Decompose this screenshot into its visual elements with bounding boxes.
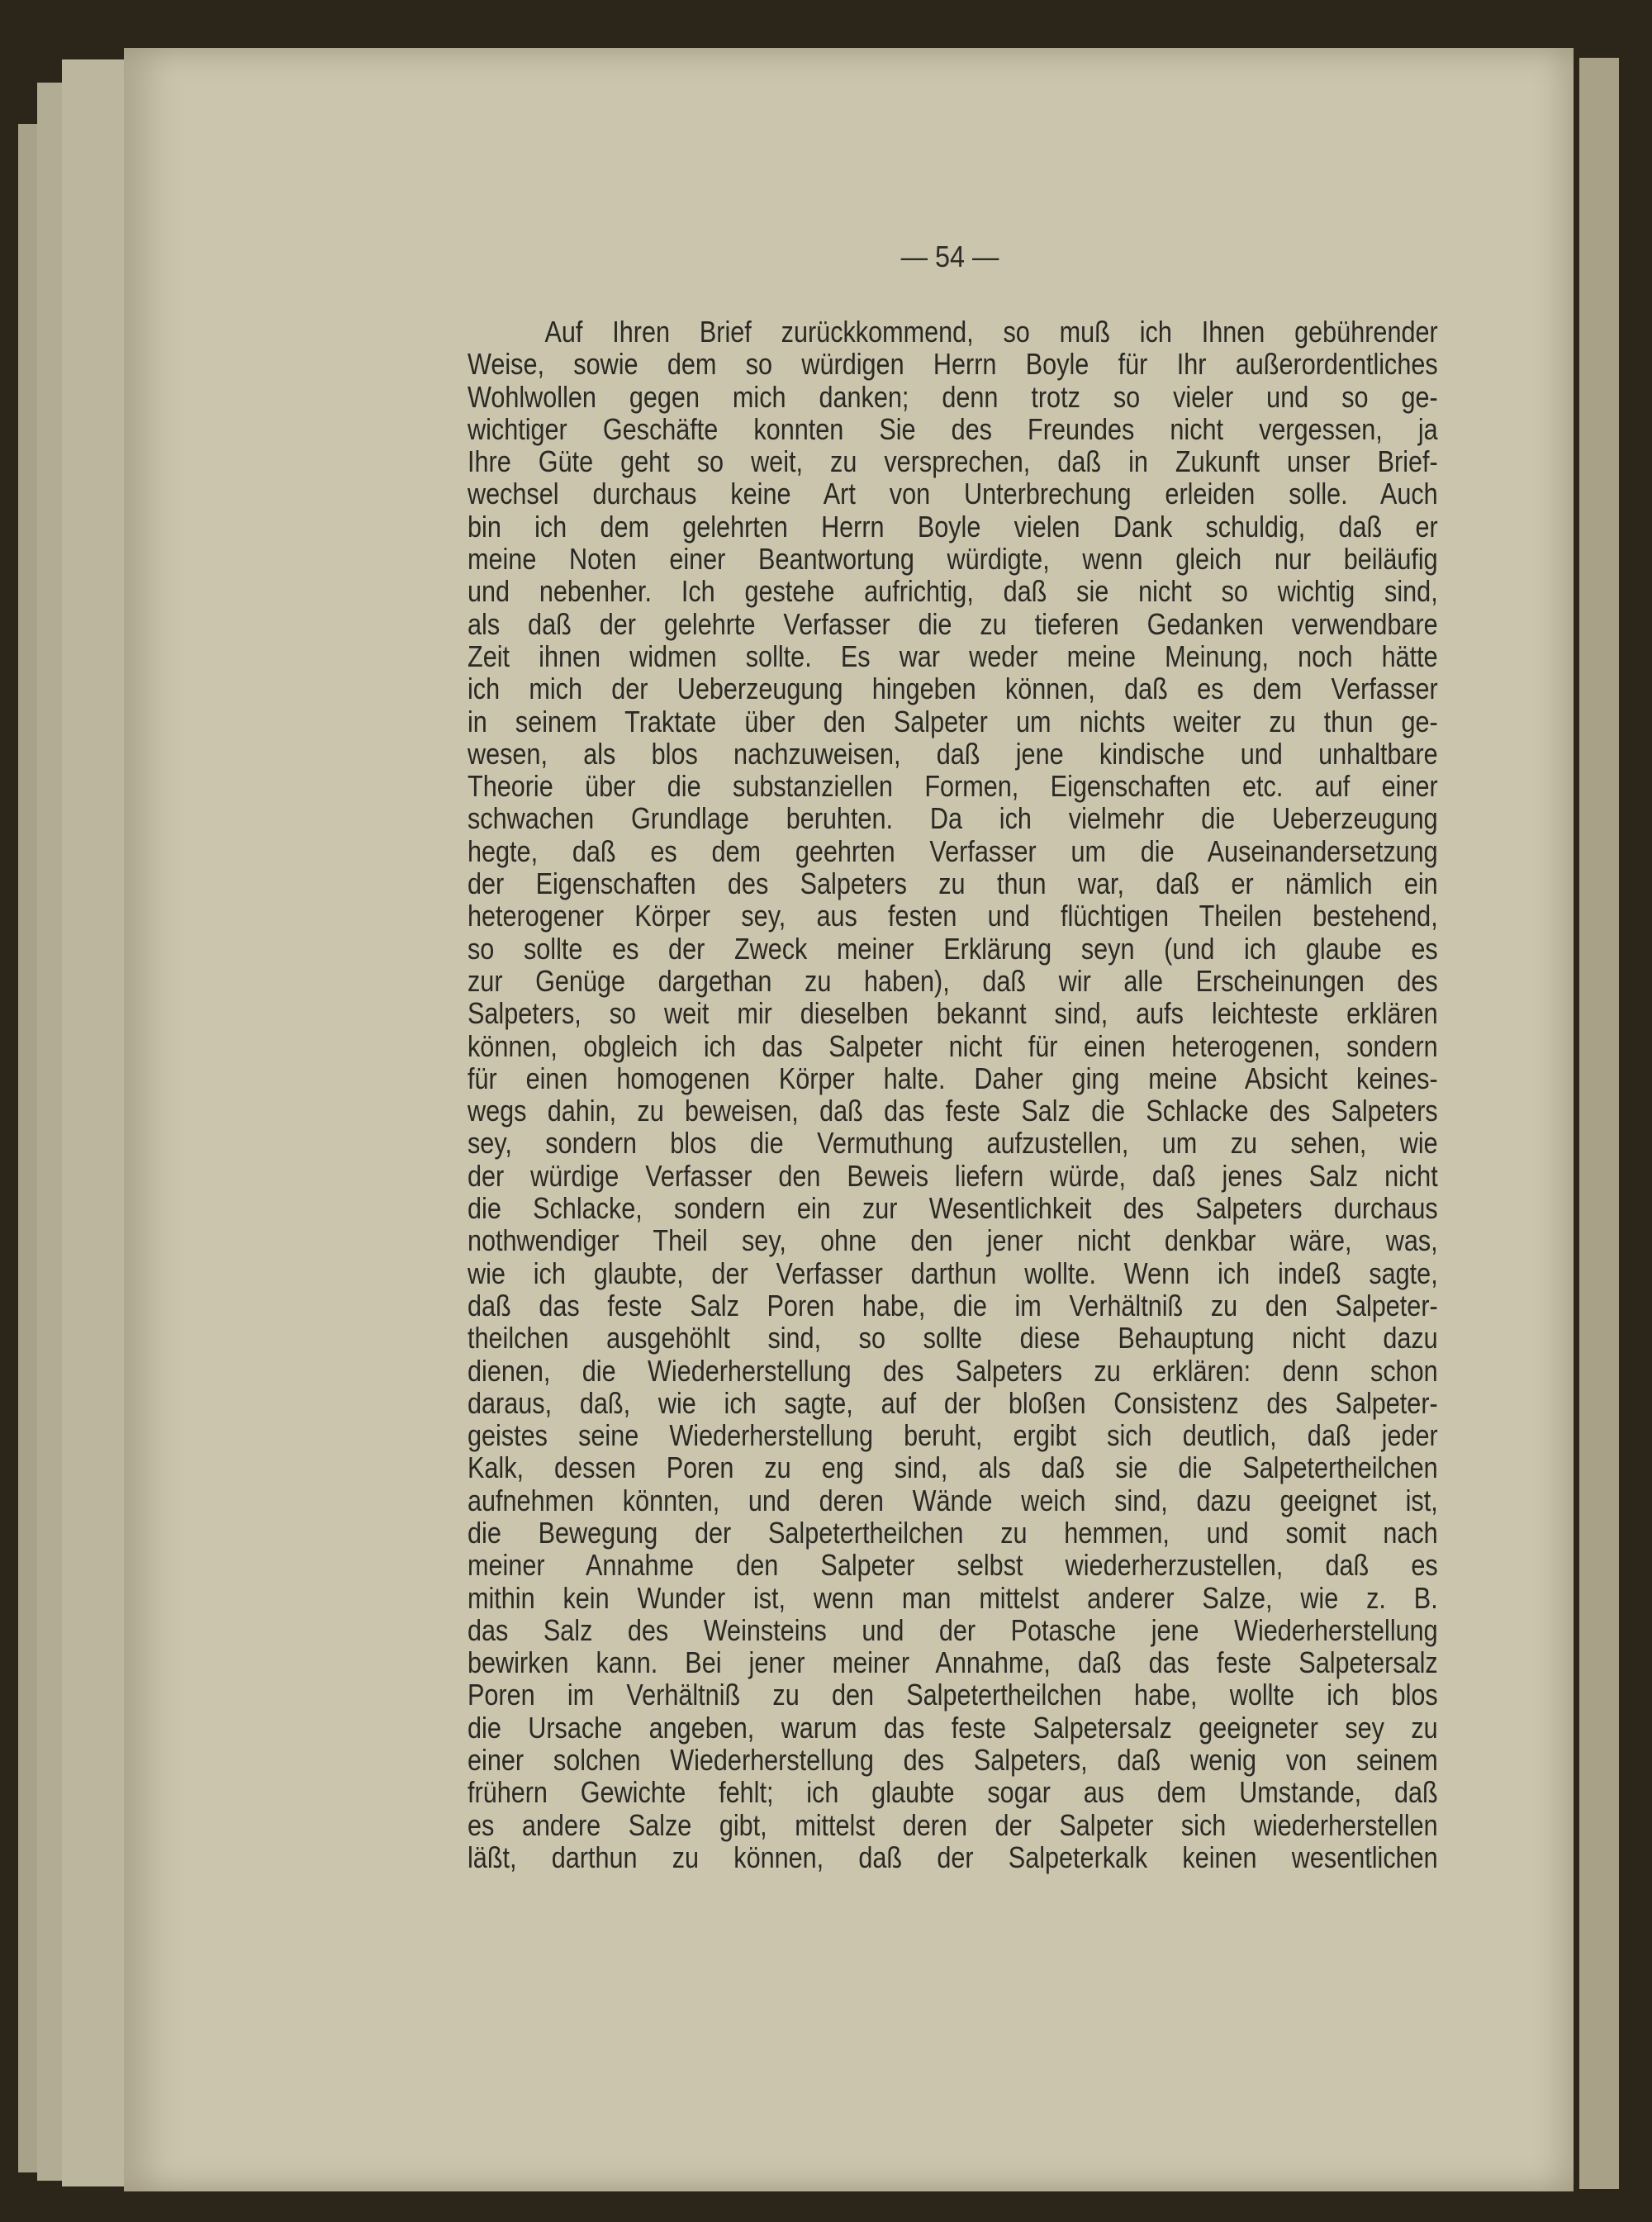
- text-line: zur Genüge dargethan zu haben), daß wir alle Erscheinungen des: [468, 963, 1438, 998]
- text-line: die Ursache angeben, warum das feste Salpetersalz geeigneter sey zu: [468, 1710, 1438, 1745]
- text-line: daraus, daß, wie ich sagte, auf der bloßen Consistenz des Salpeter-: [468, 1385, 1438, 1420]
- text-line: für einen homogenen Körper halte. Daher ging meine Absicht keines-: [468, 1061, 1438, 1095]
- text-line: hegte, daß es dem geehrten Verfasser um die Auseinandersetzung: [468, 833, 1438, 868]
- body-text: [468, 316, 1438, 1873]
- text-line: Weise, sowie dem so würdigen Herrn Boyle für Ihr außerordentliches: [468, 347, 1438, 382]
- text-line: als daß der gelehrte Verfasser die zu tieferen Gedanken verwendbare: [468, 606, 1438, 641]
- text-line: wechsel durchaus keine Art von Unterbrechung erleiden solle. Auch: [468, 477, 1438, 511]
- text-line: der würdige Verfasser den Beweis liefern würde, daß jenes Salz nicht: [468, 1158, 1438, 1193]
- text-line: schwachen Grundlage beruhten. Da ich vielmehr die Ueberzeugung: [468, 801, 1438, 836]
- text-line: meiner Annahme den Salpeter selbst wiederherzustellen, daß es: [468, 1548, 1438, 1583]
- page-number: — 54 —: [900, 240, 999, 273]
- text-line: wichtiger Geschäfte konnten Sie des Freundes nicht vergessen, ja: [468, 411, 1438, 446]
- text-line: mithin kein Wunder ist, wenn man mittelst anderer Salze, wie z. B.: [468, 1580, 1438, 1615]
- text-line: Salpeters, so weit mir dieselben bekannt sind, aufs leichteste erklären: [468, 996, 1438, 1031]
- text-line: können, obgleich ich das Salpeter nicht für einen heterogenen, sondern: [468, 1028, 1438, 1063]
- text-line: läßt, darthun zu können, daß der Salpeterkalk keinen wesentlichen: [468, 1840, 1438, 1874]
- text-line: dienen, die Wiederherstellung des Salpeters zu erklären: denn schon: [468, 1353, 1438, 1388]
- text-line: Kalk, dessen Poren zu eng sind, als daß sie die Salpetertheilchen: [468, 1450, 1438, 1485]
- text-line: Theorie über die substanziellen Formen, Eigenschaften etc. auf einer: [468, 769, 1438, 804]
- text-line: meine Noten einer Beantwortung würdigte, wenn gleich nur beiläufig: [468, 542, 1438, 577]
- text-line: daß das feste Salz Poren habe, die im Verhältniß zu den Salpeter-: [468, 1288, 1438, 1322]
- text-line: nothwendiger Theil sey, ohne den jener nicht denkbar wäre, was,: [468, 1223, 1438, 1258]
- text-line: ich mich der Ueberzeugung hingeben können, daß es dem Verfasser: [468, 672, 1438, 706]
- text-line: und nebenher. Ich gestehe aufrichtig, daß sie nicht so wichtig sind,: [468, 574, 1438, 609]
- text-line: frühern Gewichte fehlt; ich glaubte sogar aus dem Umstande, daß: [468, 1775, 1438, 1810]
- text-line: Poren im Verhältniß zu den Salpetertheilchen habe, wollte ich blos: [468, 1678, 1438, 1712]
- facing-page-edge: [1579, 58, 1619, 2189]
- text-line: einer solchen Wiederherstellung des Salpeters, daß wenig von seinem: [468, 1743, 1438, 1778]
- text-line: sey, sondern blos die Vermuthung aufzustellen, um zu sehen, wie: [468, 1126, 1438, 1161]
- text-line: geistes seine Wiederherstellung beruht, ergibt sich deutlich, daß jeder: [468, 1418, 1438, 1453]
- text-line: der Eigenschaften des Salpeters zu thun war, daß er nämlich ein: [468, 866, 1438, 901]
- text-line: heterogener Körper sey, aus festen und flüchtigen Theilen bestehend,: [468, 899, 1438, 933]
- text-line: die Bewegung der Salpetertheilchen zu hemmen, und somit nach: [468, 1515, 1438, 1550]
- text-line: so sollte es der Zweck meiner Erklärung seyn (und ich glaube es: [468, 931, 1438, 966]
- text-line: in seinem Traktate über den Salpeter um nichts weiter zu thun ge-: [468, 704, 1438, 738]
- text-line: theilchen ausgehöhlt sind, so sollte diese Behauptung nicht dazu: [468, 1321, 1438, 1356]
- text-line: bin ich dem gelehrten Herrn Boyle vielen Dank schuldig, daß er: [468, 509, 1438, 544]
- text-line: Wohlwollen gegen mich danken; denn trotz so vieler und so ge-: [468, 379, 1438, 414]
- text-line: Ihre Güte geht so weit, zu versprechen, daß in Zukunft unser Brief-: [468, 444, 1438, 479]
- text-line: die Schlacke, sondern ein zur Wesentlichkeit des Salpeters durchaus: [468, 1191, 1438, 1226]
- text-line: bewirken kann. Bei jener meiner Annahme, daß das feste Salpetersalz: [468, 1645, 1438, 1680]
- text-line: das Salz des Weinsteins und der Potasche jene Wiederherstellung: [468, 1612, 1438, 1647]
- text-line: wie ich glaubte, der Verfasser darthun wollte. Wenn ich indeß sagte,: [468, 1256, 1438, 1290]
- text-line: Auf Ihren Brief zurückkommend, so muß ich Ihnen gebührender: [544, 315, 1438, 349]
- text-line: aufnehmen könnten, und deren Wände weich sind, dazu geeignet ist,: [468, 1483, 1438, 1517]
- text-line: wegs dahin, zu beweisen, daß das feste Salz die Schlacke des Salpeters: [468, 1094, 1438, 1128]
- text-line: wesen, als blos nachzuweisen, daß jene kindische und unhaltbare: [468, 736, 1438, 771]
- text-line: es andere Salze gibt, mittelst deren der Salpeter sich wiederherstellen: [468, 1807, 1438, 1842]
- text-line: Zeit ihnen widmen sollte. Es war weder meine Meinung, noch hätte: [468, 639, 1438, 673]
